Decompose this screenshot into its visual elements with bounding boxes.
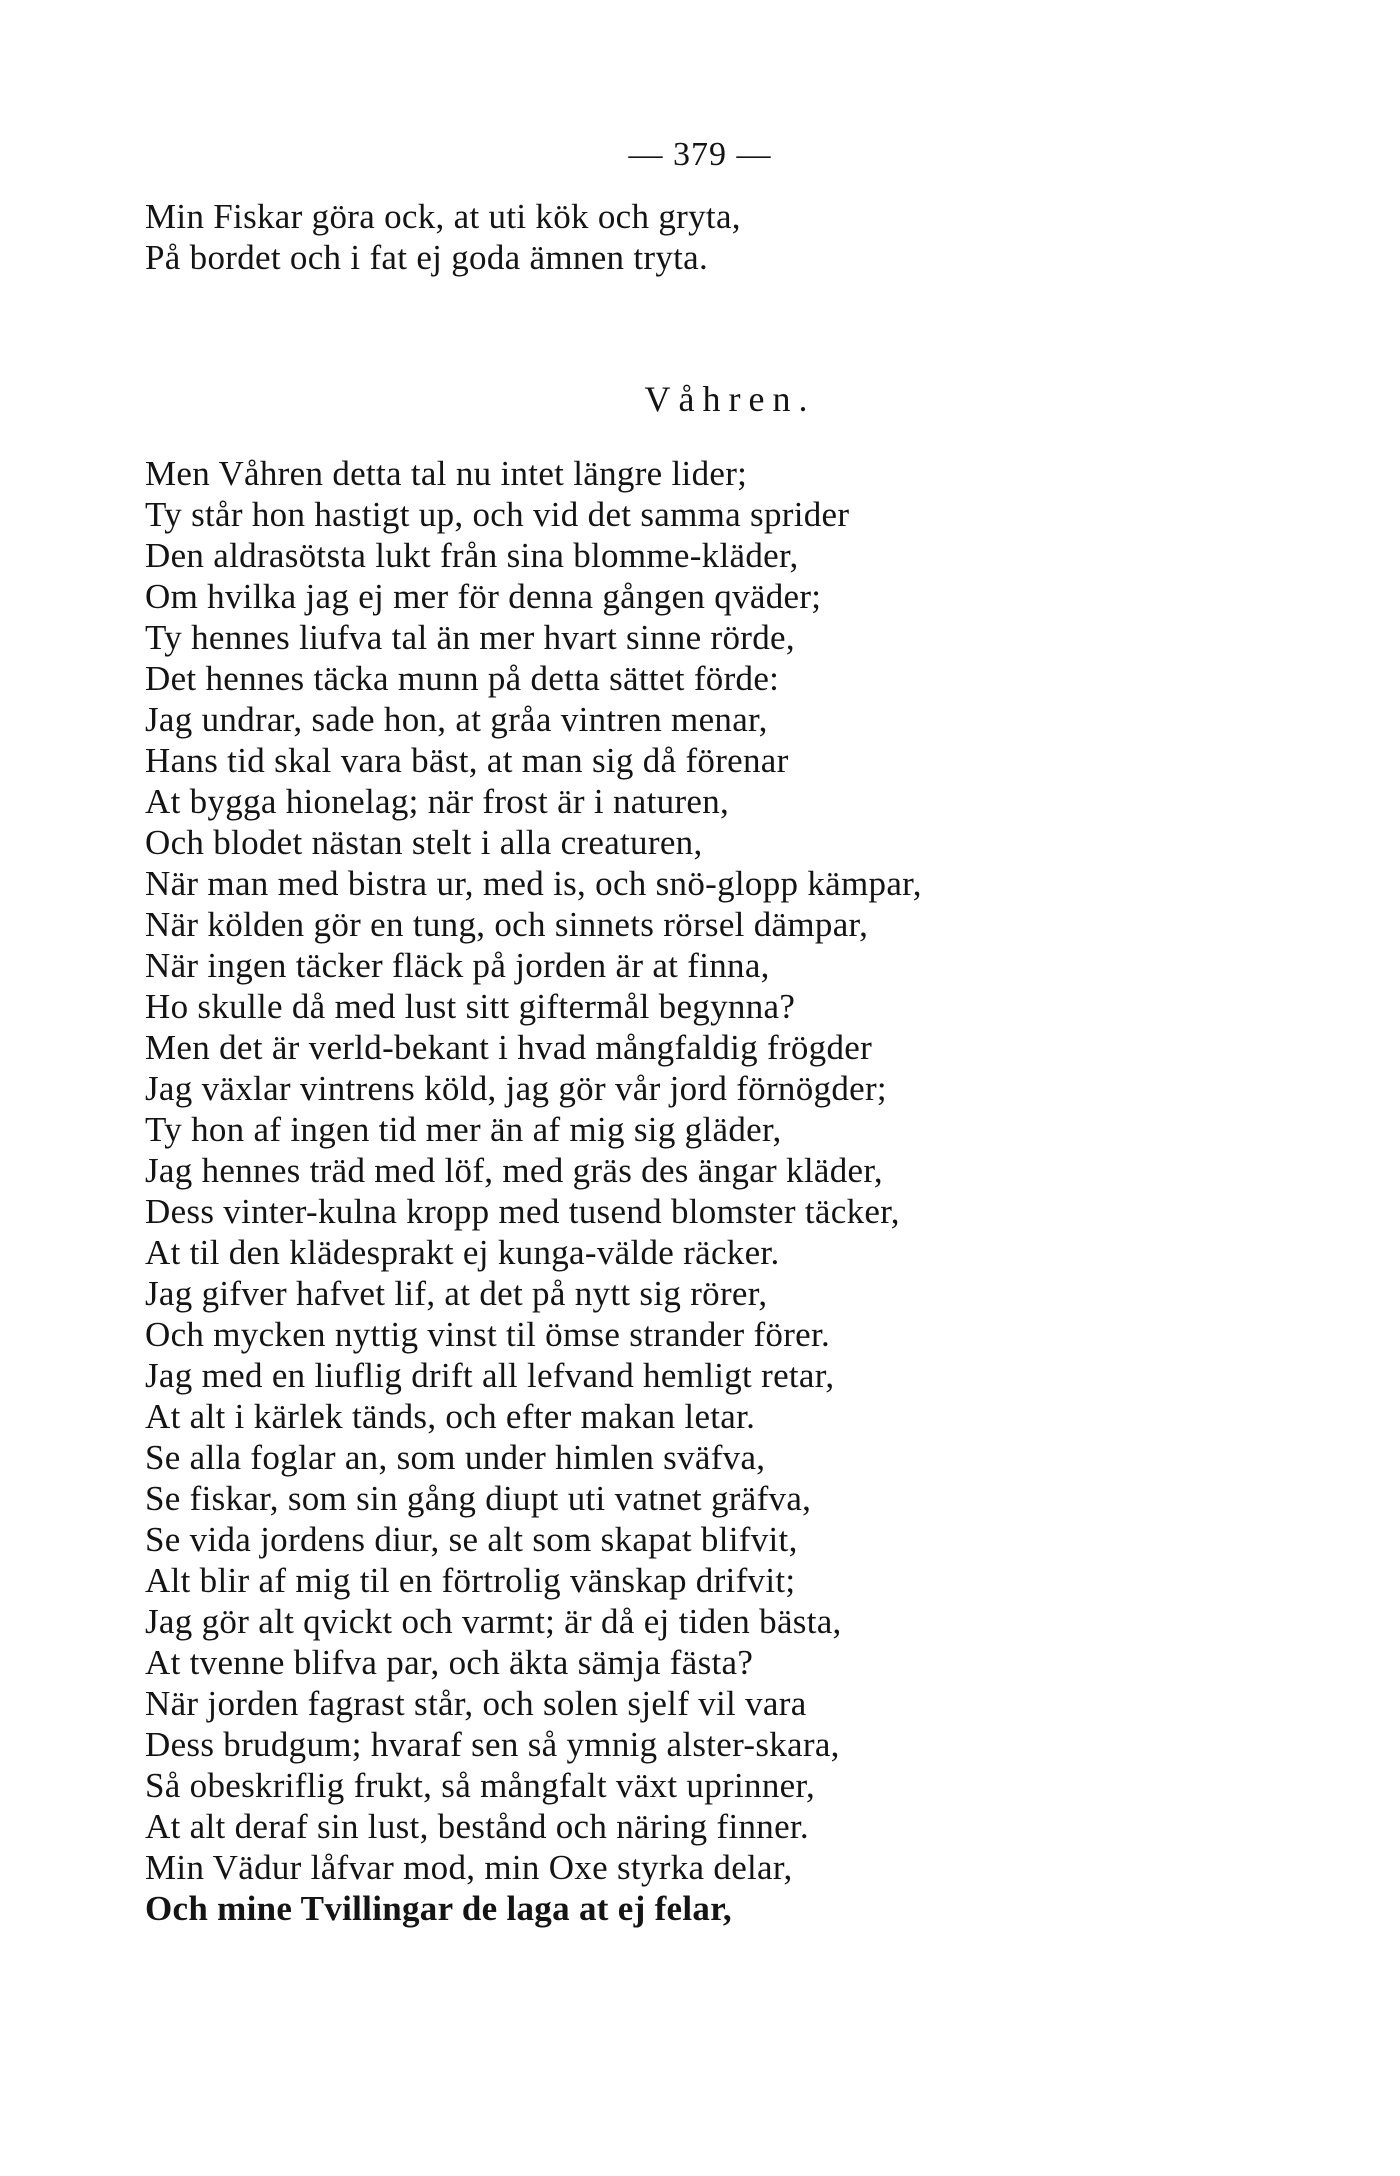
poem-line: Jag undrar, sade hon, at gråa vintren menar,	[145, 700, 768, 739]
poem-line: Jag gifver hafvet lif, at det på nytt sig rörer,	[145, 1274, 768, 1313]
poem-line: Och mycken nyttig vinst til ömse strander förer.	[145, 1315, 831, 1354]
poem-line: At alt i kärlek tänds, och efter makan letar.	[145, 1397, 756, 1436]
poem-line: At alt deraf sin lust, bestånd och näring finner.	[145, 1807, 809, 1846]
poem-line: Den aldrasötsta lukt från sina blomme-kläder,	[145, 536, 799, 575]
poem-line: Alt blir af mig til en förtrolig vänskap drifvit;	[145, 1561, 796, 1600]
poem-line: Jag växlar vintrens köld, jag gör vår jord förnögder;	[145, 1069, 887, 1108]
poem-line: Jag med en liuflig drift all lefvand hemligt retar,	[145, 1356, 835, 1395]
poem-line: Men det är verld-bekant i hvad mångfaldig frögder	[145, 1028, 873, 1067]
poem-line: Ty hon af ingen tid mer än af mig sig gläder,	[145, 1110, 782, 1149]
section-title: Våhren.	[644, 379, 816, 419]
poem-line: Om hvilka jag ej mer för denna gången qväder;	[145, 577, 822, 616]
poem-line: At til den klädesprakt ej kunga-välde räcker.	[145, 1233, 780, 1272]
poem-line: Se fiskar, som sin gång diupt uti vatnet gräfva,	[145, 1479, 812, 1518]
poem-line: Jag gör alt qvickt och varmt; är då ej tiden bästa,	[145, 1602, 842, 1641]
poem-line: När man med bistra ur, med is, och snö-glopp kämpar,	[145, 864, 922, 903]
verse-line: På bordet och i fat ej goda ämnen tryta.	[145, 238, 709, 277]
poem-line: Dess vinter-kulna kropp med tusend blomster täcker,	[145, 1192, 900, 1231]
preceding-verse	[145, 196, 1295, 278]
poem-line: Min Vädur låfvar mod, min Oxe styrka delar,	[145, 1848, 793, 1887]
poem-body	[145, 453, 1295, 1929]
verse-line: Min Fiskar göra ock, at uti kök och gryta,	[145, 197, 741, 236]
poem-line: När jorden fagrast står, och solen sjelf vil vara	[145, 1684, 807, 1723]
poem-line: Så obeskriflig frukt, så mångfalt växt uprinner,	[145, 1766, 816, 1805]
poem-line: Hans tid skal vara bäst, at man sig då förenar	[145, 741, 789, 780]
poem-line: Jag hennes träd med löf, med gräs des ängar kläder,	[145, 1151, 883, 1190]
poem-line: Ty står hon hastigt up, och vid det samma sprider	[145, 495, 850, 534]
poem-line: Det hennes täcka munn på detta sättet förde:	[145, 659, 780, 698]
poem-line: Men Våhren detta tal nu intet längre lider;	[145, 454, 748, 493]
poem-line: Se alla foglar an, som under himlen sväfva,	[145, 1438, 766, 1477]
poem-line: At bygga hionelag; när frost är i naturen,	[145, 782, 730, 821]
poem-line: Se vida jordens diur, se alt som skapat blifvit,	[145, 1520, 798, 1559]
poem-line: Och mine Tvillingar de laga at ej felar,	[145, 1889, 732, 1928]
poem-line: Ho skulle då med lust sitt giftermål begynna?	[145, 987, 796, 1026]
poem-line: När ingen täcker fläck på jorden är at finna,	[145, 946, 770, 985]
poem-line: Och blodet nästan stelt i alla creaturen,	[145, 823, 703, 862]
poem-line: När kölden gör en tung, och sinnets rörsel dämpar,	[145, 905, 869, 944]
poem-line: At tvenne blifva par, och äkta sämja fästa?	[145, 1643, 754, 1682]
poem-line: Dess brudgum; hvaraf sen så ymnig alster-skara,	[145, 1725, 840, 1764]
page-number: — 379 —	[628, 136, 772, 173]
poem-line: Ty hennes liufva tal än mer hvart sinne rörde,	[145, 618, 795, 657]
